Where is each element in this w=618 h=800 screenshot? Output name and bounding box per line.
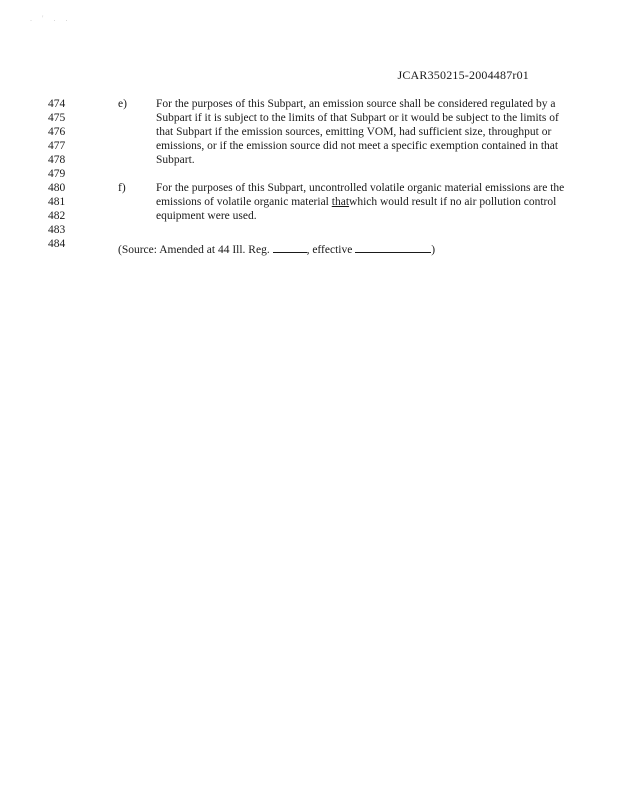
register-blank [273, 241, 307, 253]
effective-date-blank [355, 241, 431, 253]
line-number: 481 [48, 196, 66, 208]
paragraph-f-text-before: For the purposes of this Subpart, uncontrolled volatile organic material emissions are the emissions of volatile organic material [156, 182, 565, 208]
line-number: 477 [48, 140, 66, 152]
source-prefix: (Source: Amended at 44 Ill. Reg. [118, 244, 273, 256]
line-number: 475 [48, 112, 66, 124]
line-number: 476 [48, 126, 66, 138]
paragraph-e-text: For the purposes of this Subpart, an emission source shall be considered regulated by a Subpart if it is subject to the limits of that Subpart or it would be subject to the limits of that Subpart if the emission sources, emitting VOM, had sufficient size, throughput or emissions, or if the emission source did not meet a specific exemption contained in that Subpart. [156, 98, 559, 166]
line-numbers [48, 97, 78, 251]
line-number: 480 [48, 182, 66, 194]
line-number: 478 [48, 154, 66, 166]
document-id: JCAR350215-2004487r01 [397, 68, 529, 82]
scan-artifact: . ' . . [30, 14, 72, 23]
source-suffix: ) [431, 244, 436, 256]
paragraph-f-marker: f) [118, 182, 126, 194]
line-number: 483 [48, 224, 66, 236]
struck-text: which [349, 196, 378, 208]
paragraph-e-marker: e) [118, 98, 127, 110]
line-number: 484 [48, 238, 66, 250]
line-number: 474 [48, 98, 66, 110]
source-citation [118, 241, 435, 257]
line-number: 479 [48, 168, 66, 180]
paragraph-f-text [156, 181, 566, 223]
source-middle: , effective [306, 244, 356, 256]
inserted-text: that [331, 196, 350, 208]
paragraph-f-text-after: would result if no air pollution control equipment were used. [156, 196, 557, 222]
line-number: 482 [48, 210, 66, 222]
